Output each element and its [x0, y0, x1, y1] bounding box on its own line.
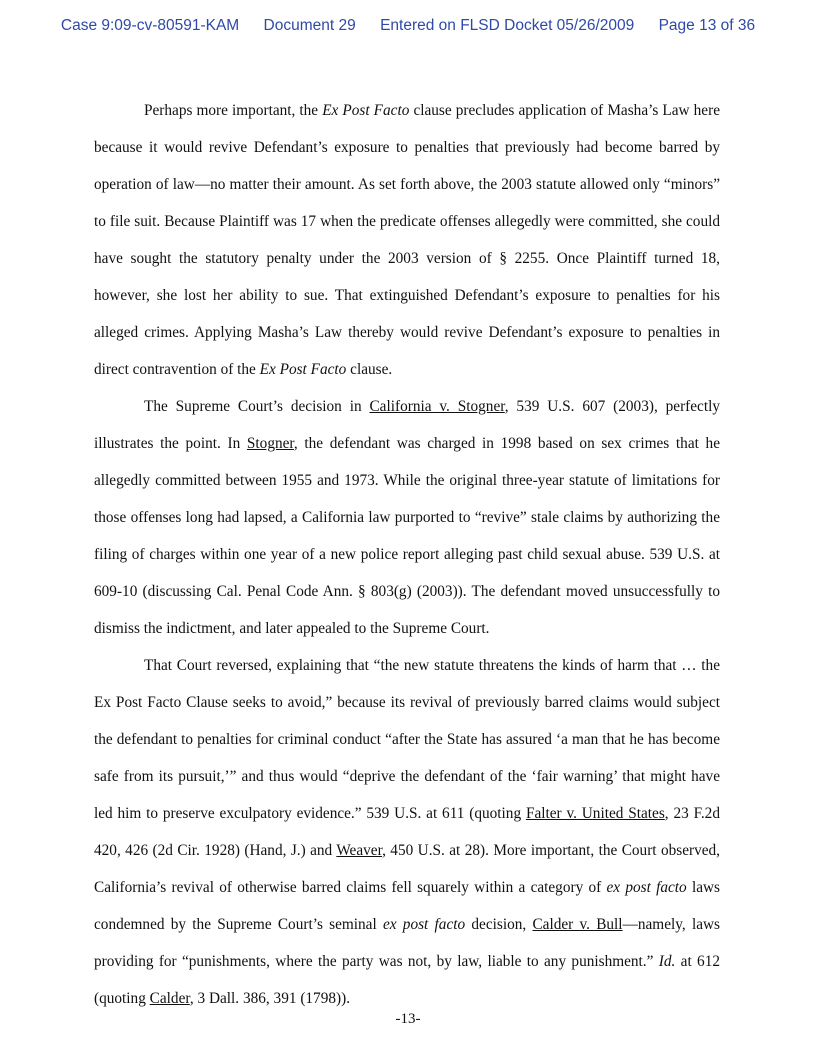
- paragraph-court-reversed: That Court reversed, explaining that “the new statute threatens the kinds of harm that … the Ex Post Facto Clause seeks to avoid,” because its revival of previously barred claims would subject the defendant to penalties for criminal conduct “after the State has assured ‘a man that he has become safe from its pursuit,’” and thus would “deprive the defendant of the ‘fair warning’ that might have led him to preserve exculpatory evidence.” 539 U.S. at 611 (quoting Falter v. United States, 23 F.2d 420, 426 (2d Cir. 1928) (Hand, J.) and Weaver, 450 U.S. at 28). More important, the Court observed, California’s revival of otherwise barred claims fell squarely within a category of ex post facto laws condemned by the Supreme Court’s seminal ex post facto decision, Calder v. Bull—namely, laws providing for “punishments, where the party was not, by law, liable to any punishment.” Id. at 612 (quoting Calder, 3 Dall. 386, 391 (1798)).: [94, 657, 720, 1007]
- case-citation-falter: Falter v. United States: [525, 805, 665, 822]
- case-citation-stogner: California v. Stogner: [369, 398, 505, 415]
- docket-header: [0, 17, 816, 35]
- document-number: Document 29: [263, 17, 356, 34]
- page-number: -13-: [395, 1011, 421, 1027]
- paragraph-stogner: The Supreme Court’s decision in California v. Stogner, 539 U.S. 607 (2003), perfectly illustrates the point. In Stogner, the defendant was charged in 1998 based on sex crimes that he allegedly committed between 1955 and 1973. While the original three-year statute of limitations for those offenses long had lapsed, a California law purported to “revive” stale claims by authorizing the filing of charges within one year of a new police report alleging past child sexual abuse. 539 U.S. at 609-10 (discussing Cal. Penal Code Ann. § 803(g) (2003)). The defendant moved unsuccessfully to dismiss the indictment, and later appealed to the Supreme Court.: [94, 398, 720, 637]
- docket-entry-date: Entered on FLSD Docket 05/26/2009: [380, 17, 635, 34]
- page-count: Page 13 of 36: [658, 17, 756, 34]
- paragraph-ex-post-facto: Perhaps more important, the Ex Post Facto clause precludes application of Masha’s Law here because it would revive Defendant’s exposure to penalties that previously had become barred by operation of law—no matter their amount. As set forth above, the 2003 statute allowed only “minors” to file suit. Because Plaintiff was 17 when the predicate offenses allegedly were committed, she could have sought the statutory penalty under the 2003 version of § 2255. Once Plaintiff turned 18, however, she lost her ability to sue. That extinguished Defendant’s exposure to penalties for his alleged crimes. Applying Masha’s Law thereby would revive Defendant’s exposure to penalties in direct contravention of the Ex Post Facto clause.: [94, 102, 720, 378]
- document-body: [94, 92, 720, 1017]
- case-citation-calder: Calder v. Bull: [532, 916, 623, 933]
- case-number: Case 9:09-cv-80591-KAM: [60, 17, 240, 34]
